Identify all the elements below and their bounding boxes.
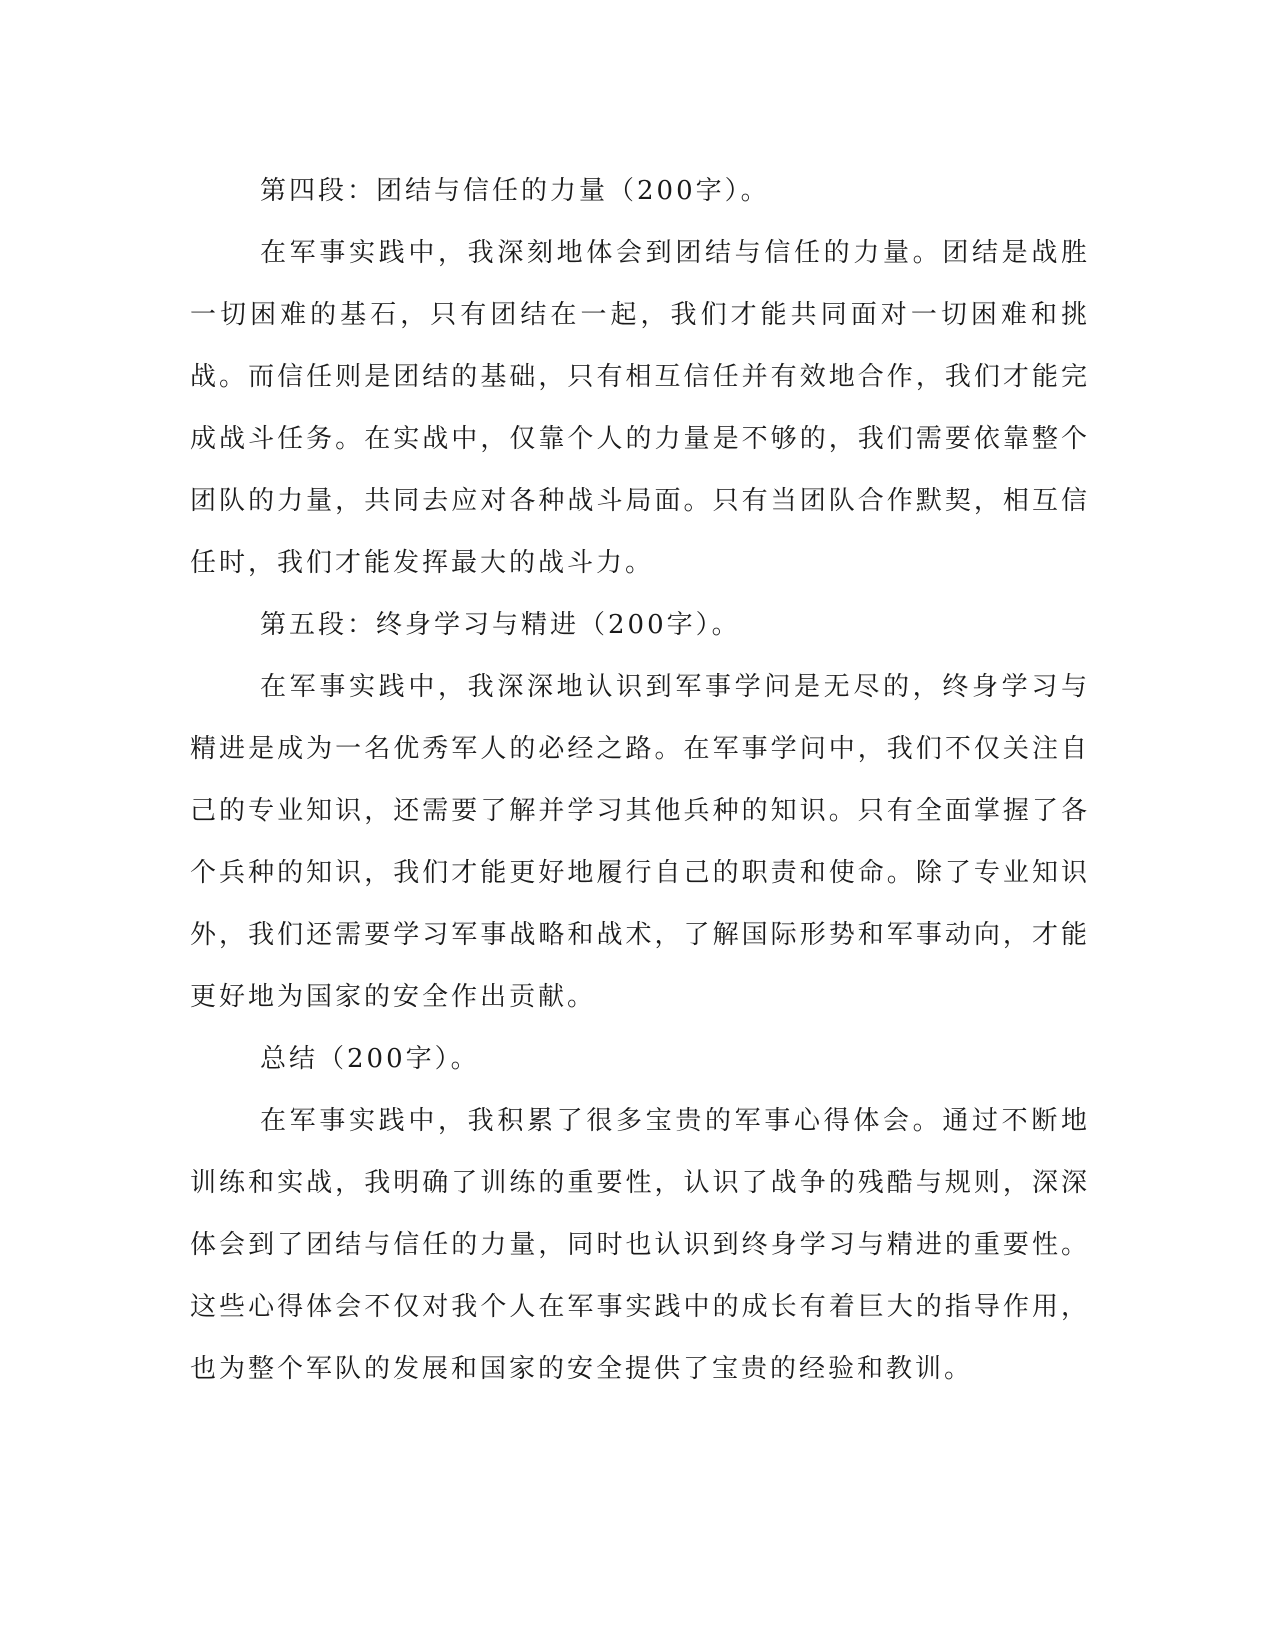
summary-heading: 总结（200字）。	[260, 1044, 480, 1074]
section-paragraph-4: 在军事实践中，我深刻地体会到团结与信任的力量。团结是战胜一切困难的基石，只有团结在一起，我们才能共同面对一切困难和挑战。而信任则是团结的基础，只有相互信任并有效地合作，我们才能完成战斗任务。在实战中，仅靠个人的力量是不够的，我们需要依靠整个团队的力量，共同去应对各种战斗局面。只有当团队合作默契，相互信任时，我们才能发挥最大的战斗力。	[190, 238, 1090, 578]
summary-paragraph: 在军事实践中，我积累了很多宝贵的军事心得体会。通过不断地训练和实战，我明确了训练的重要性，认识了战争的残酷与规则，深深体会到了团结与信任的力量，同时也认识到终身学习与精进的重要性。这些心得体会不仅对我个人在军事实践中的成长有着巨大的指导作用，也为整个军队的发展和国家的安全提供了宝贵的经验和教训。	[190, 1106, 1090, 1384]
section-paragraph-5: 在军事实践中，我深深地认识到军事学问是无尽的，终身学习与精进是成为一名优秀军人的必经之路。在军事学问中，我们不仅关注自己的专业知识，还需要了解并学习其他兵种的知识。只有全面掌握了各个兵种的知识，我们才能更好地履行自己的职责和使命。除了专业知识外，我们还需要学习军事战略和战术，了解国际形势和军事动向，才能更好地为国家的安全作出贡献。	[190, 672, 1090, 1012]
document-body	[190, 160, 1090, 1400]
section-heading-4: 第四段：团结与信任的力量（200字）。	[260, 176, 770, 206]
section-heading-5: 第五段：终身学习与精进（200字）。	[260, 610, 741, 640]
